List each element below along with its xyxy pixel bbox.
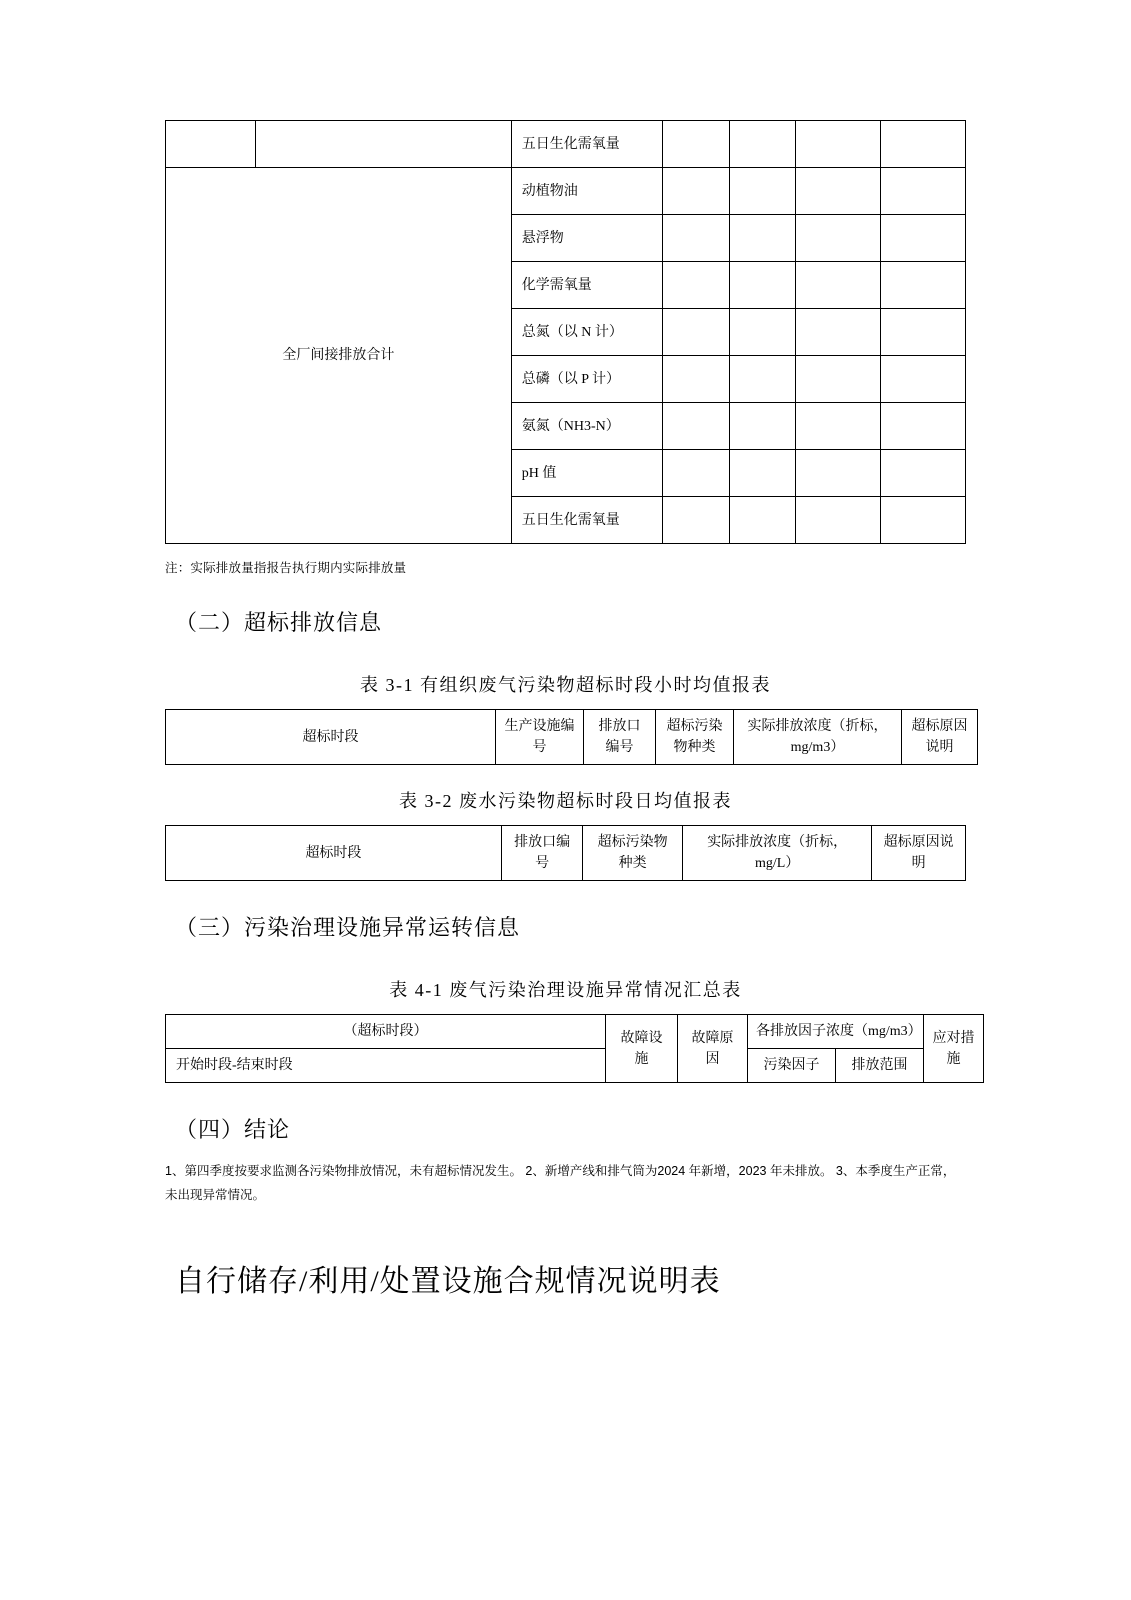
table-header-row	[166, 1015, 984, 1049]
cell-empty	[663, 262, 729, 309]
table-row	[166, 121, 966, 168]
header-concentration-group: 各排放因子浓度（mg/m3）	[748, 1015, 924, 1049]
cell-empty	[729, 403, 795, 450]
header-fault-reason: 故障原因	[678, 1015, 748, 1083]
cell-empty	[881, 262, 966, 309]
pollutant-name: 五日生化需氧量	[511, 497, 662, 544]
group-label: 全厂间接排放合计	[166, 168, 512, 544]
cell-empty	[663, 497, 729, 544]
header-reason: 超标原因说明	[902, 710, 978, 765]
cell-empty	[796, 356, 881, 403]
pollutant-name: 氨氮（NH3-N）	[511, 403, 662, 450]
cell-empty	[881, 450, 966, 497]
pollutant-name: 悬浮物	[511, 215, 662, 262]
header-outlet-code: 排放口编号	[584, 710, 656, 765]
table-3-1	[165, 709, 978, 765]
table-header-row	[166, 710, 978, 765]
pollutant-name: 动植物油	[511, 168, 662, 215]
cell-empty	[796, 121, 881, 168]
cell-empty	[729, 262, 795, 309]
header-start-end-period: 开始时段-结束时段	[166, 1049, 606, 1083]
table-3-1-title: 表 3-1 有组织废气污染物超标时段小时均值报表	[360, 675, 771, 695]
header-reason: 超标原因说明	[872, 826, 966, 881]
header-emission-range: 排放范围	[836, 1049, 924, 1083]
cell-empty	[881, 121, 966, 168]
cell-empty	[881, 168, 966, 215]
header-measures: 应对措施	[924, 1015, 984, 1083]
cell-empty	[663, 215, 729, 262]
table-4-1-title: 表 4-1 废气污染治理设施异常情况汇总表	[389, 980, 742, 1000]
cell-empty	[663, 168, 729, 215]
header-actual-concentration: 实际排放浓度（折标，mg/L）	[683, 826, 872, 881]
header-facility-code: 生产设施编号	[496, 710, 584, 765]
cell-empty	[663, 309, 729, 356]
cell-empty	[796, 309, 881, 356]
header-pollutant-type: 超标污染物种类	[583, 826, 683, 881]
cell-empty	[729, 121, 795, 168]
page-title: 自行储存/利用/处置设施合规情况说明表	[175, 1264, 721, 1298]
cell-empty	[796, 497, 881, 544]
cell-empty	[729, 450, 795, 497]
table-3-2	[165, 825, 966, 881]
conclusion-text: 1、第四季度按要求监测各污染物排放情况，未有超标情况发生。 2、新增产线和排气筒为2024 年新增，2023 年未排放。 3、本季度生产正常，未出现异常情况。	[165, 1164, 956, 1202]
table-3-2-title: 表 3-2 废水污染物超标时段日均值报表	[399, 791, 732, 811]
table-4-1	[165, 1014, 984, 1083]
cell-empty	[729, 309, 795, 356]
cell-empty	[796, 403, 881, 450]
cell-empty	[729, 356, 795, 403]
cell-empty	[881, 497, 966, 544]
cell-empty	[663, 403, 729, 450]
cell-empty	[729, 168, 795, 215]
table-header-row	[166, 1049, 984, 1083]
pollutant-name: 总磷（以 P 计）	[511, 356, 662, 403]
section-heading-3: （三）污染治理设施异常运转信息	[175, 915, 521, 940]
table-note: 注：实际排放量指报告执行期内实际排放量	[165, 561, 407, 575]
header-fault-facility: 故障设施	[606, 1015, 678, 1083]
table-row	[166, 168, 966, 215]
cell-empty	[729, 497, 795, 544]
section-heading-4: （四）结论	[175, 1117, 291, 1142]
pollutant-name: pH 值	[511, 450, 662, 497]
header-outlet-code: 排放口编号	[501, 826, 582, 881]
cell-empty	[663, 121, 729, 168]
cell-empty	[796, 168, 881, 215]
header-overlimit-period: 超标时段	[166, 826, 502, 881]
cell-empty	[663, 450, 729, 497]
header-overlimit-period: 超标时段	[166, 710, 496, 765]
cell-empty	[881, 215, 966, 262]
section-heading-2: （二）超标排放信息	[175, 610, 383, 635]
pollutant-name: 化学需氧量	[511, 262, 662, 309]
pollutant-name: 总氮（以 N 计）	[511, 309, 662, 356]
header-pollutant-type: 超标污染物种类	[656, 710, 734, 765]
cell-empty	[729, 215, 795, 262]
emission-continuation-table	[165, 120, 966, 544]
cell-empty	[881, 356, 966, 403]
header-actual-concentration: 实际排放浓度（折标，mg/m3）	[734, 710, 902, 765]
table-header-row	[166, 826, 966, 881]
cell-empty	[796, 262, 881, 309]
header-overlimit-period-group: （超标时段）	[166, 1015, 606, 1049]
cell-empty	[881, 403, 966, 450]
header-pollution-factor: 污染因子	[748, 1049, 836, 1083]
cell-empty	[881, 309, 966, 356]
pollutant-name: 五日生化需氧量	[511, 121, 662, 168]
cell-empty	[796, 450, 881, 497]
cell-empty	[166, 121, 256, 168]
cell-empty	[796, 215, 881, 262]
cell-empty	[663, 356, 729, 403]
cell-empty	[256, 121, 512, 168]
